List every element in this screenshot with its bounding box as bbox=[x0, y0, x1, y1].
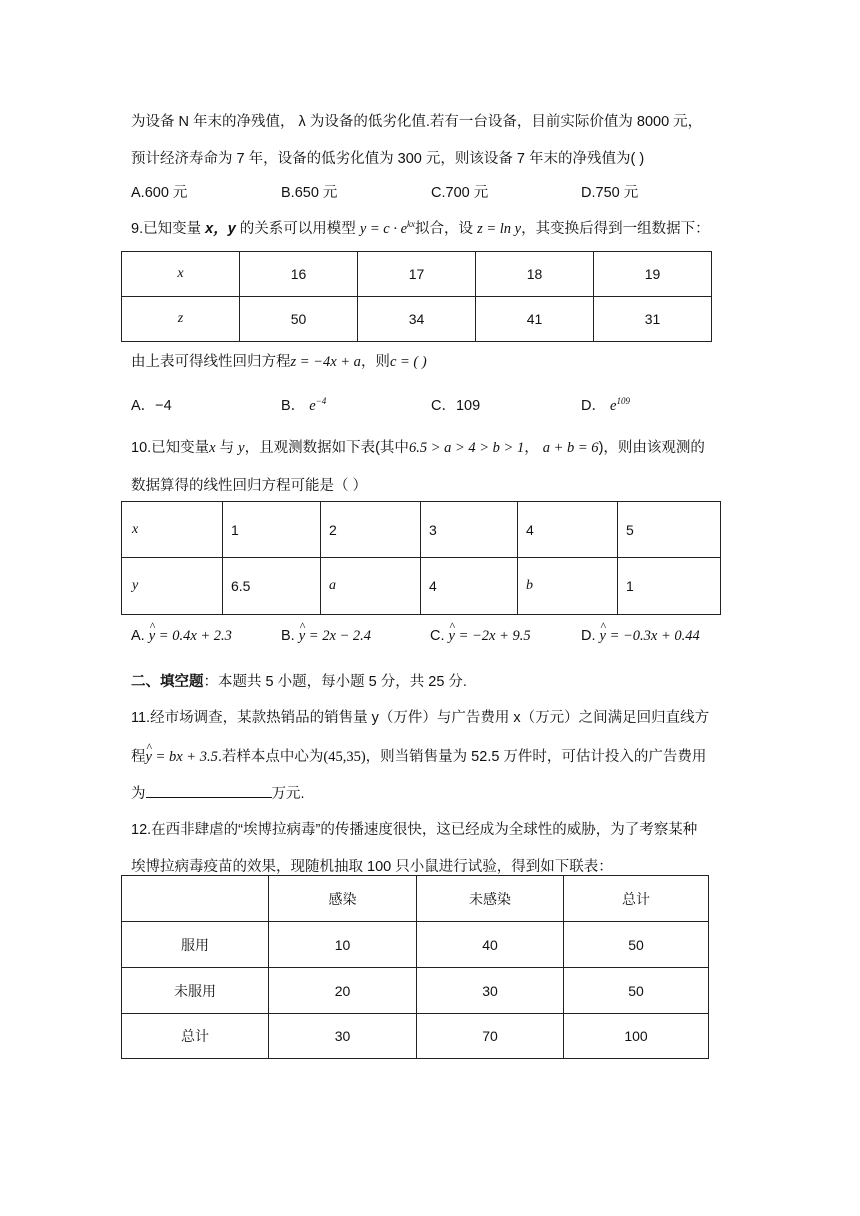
q10-option-a: A. ^ y = 0.4x + 2.3 bbox=[131, 628, 232, 645]
q9-cell: 34 bbox=[358, 297, 476, 342]
q9-cell: 31 bbox=[594, 297, 712, 342]
q9-row-x bbox=[122, 252, 712, 297]
q10-cell: 6.5 bbox=[223, 558, 321, 615]
q9-cell: 19 bbox=[594, 252, 712, 297]
q12-cell: 20 bbox=[269, 968, 417, 1014]
q12-header-cell: 感染 bbox=[269, 876, 417, 922]
q12-cell: 50 bbox=[564, 922, 709, 968]
q8-option-a: A.600 元 bbox=[131, 185, 188, 201]
q12-cell: 总计 bbox=[122, 1014, 269, 1059]
q12-row bbox=[122, 968, 709, 1014]
q9-cell: 18 bbox=[476, 252, 594, 297]
q10-cell: 3 bbox=[421, 502, 518, 558]
q9-option-c: C．109 bbox=[431, 398, 481, 414]
q12-cell: 30 bbox=[417, 968, 564, 1014]
q8-option-b: B.650 元 bbox=[281, 185, 338, 201]
q12-header-row bbox=[122, 876, 709, 922]
q10-row-label: x bbox=[122, 502, 223, 558]
q10-cell: 1 bbox=[618, 558, 721, 615]
q10-data-table bbox=[121, 501, 721, 615]
q9-cell: 17 bbox=[358, 252, 476, 297]
q9-row-z bbox=[122, 297, 712, 342]
q10-row-label: y bbox=[122, 558, 223, 615]
q12-cell: 50 bbox=[564, 968, 709, 1014]
q10-cell: 1 bbox=[223, 502, 321, 558]
q12-cell: 100 bbox=[564, 1014, 709, 1059]
q12-row bbox=[122, 1014, 709, 1059]
q8-line1: 为设备 N 年末的净残值， λ 为设备的低劣化值.若有一台设备，目前实际价值为 8000 元， bbox=[131, 114, 703, 130]
q10-cell: 4 bbox=[421, 558, 518, 615]
q11-line3: 为 万元. bbox=[131, 782, 305, 803]
q12-cell: 10 bbox=[269, 922, 417, 968]
q11-line1: 11.经市场调查，某款热销品的销售量 y（万件）与广告费用 x（万元）之间满足回归直线方 bbox=[131, 710, 710, 726]
q9-row-label: x bbox=[122, 252, 240, 297]
q9-row-label: z bbox=[122, 297, 240, 342]
q10-option-d: D. ^ y = −0.3x + 0.44 bbox=[581, 628, 700, 645]
q12-cell: 30 bbox=[269, 1014, 417, 1059]
q12-contingency-table bbox=[121, 875, 709, 1059]
q12-header-cell: 总计 bbox=[564, 876, 709, 922]
q9-option-b: B． $e^{-4}$ bbox=[281, 396, 327, 414]
q10-option-b: B. ^ y = 2x − 2.4 bbox=[281, 628, 371, 645]
q11-line2: 程^ y = bx + 3.5.若样本点中心为(45,35)，则当销售量为 52.5 万件时，可估计投入的广告费用 bbox=[131, 745, 706, 766]
section-heading: 二、填空题：本题共 5 小题，每小题 5 分，共 25 分. bbox=[131, 674, 467, 690]
q8-option-d: D.750 元 bbox=[581, 185, 639, 201]
q10-row-y bbox=[122, 558, 721, 615]
q10-cell: 4 bbox=[518, 502, 618, 558]
q10-stem: 10.已知变量x 与 y，且观测数据如下表(其中6.5 > a > 4 > b > 1， a + b = 6)，则由该观测的 bbox=[131, 440, 705, 456]
q10-cell: 5 bbox=[618, 502, 721, 558]
q12-line1: 12.在西非肆虐的“埃博拉病毒”的传播速度很快，这已经成为全球性的威胁，为了考察某种 bbox=[131, 822, 698, 838]
q12-cell: 70 bbox=[417, 1014, 564, 1059]
q9-followup: 由上表可得线性回归方程z = −4x + a，则c = ( ) bbox=[131, 354, 427, 370]
q12-cell: 40 bbox=[417, 922, 564, 968]
q10-line2: 数据算得的线性回归方程可能是（ ） bbox=[131, 478, 368, 494]
q9-data-table bbox=[121, 251, 712, 342]
q12-header-cell bbox=[122, 876, 269, 922]
q12-header-cell: 未感染 bbox=[417, 876, 564, 922]
q10-cell: 2 bbox=[321, 502, 421, 558]
q8-line2: 预计经济寿命为 7 年，设备的低劣化值为 300 元，则该设备 7 年末的净残值为( ) bbox=[131, 151, 645, 167]
q10-cell: a bbox=[321, 558, 421, 615]
q9-stem: 9.已知变量 x，y 的关系可以用模型 $y = c \cdot e^{kx}$拟合，设 z = ln y，其变换后得到一组数据下： bbox=[131, 219, 710, 237]
q9-option-d: D． $e^{109}$ bbox=[581, 396, 630, 414]
q9-option-a: A．−4 bbox=[131, 398, 172, 414]
q12-row bbox=[122, 922, 709, 968]
q12-cell: 服用 bbox=[122, 922, 269, 968]
q8-option-c: C.700 元 bbox=[431, 185, 489, 201]
q10-row-x bbox=[122, 502, 721, 558]
q12-cell: 未服用 bbox=[122, 968, 269, 1014]
q10-cell: b bbox=[518, 558, 618, 615]
q9-cell: 41 bbox=[476, 297, 594, 342]
q9-cell: 16 bbox=[240, 252, 358, 297]
q10-option-c: C. ^ y = −2x + 9.5 bbox=[430, 628, 531, 645]
q9-cell: 50 bbox=[240, 297, 358, 342]
answer-blank[interactable] bbox=[146, 783, 272, 798]
q12-line2: 埃博拉病毒疫苗的效果，现随机抽取 100 只小鼠进行试验，得到如下联表： bbox=[131, 859, 613, 875]
